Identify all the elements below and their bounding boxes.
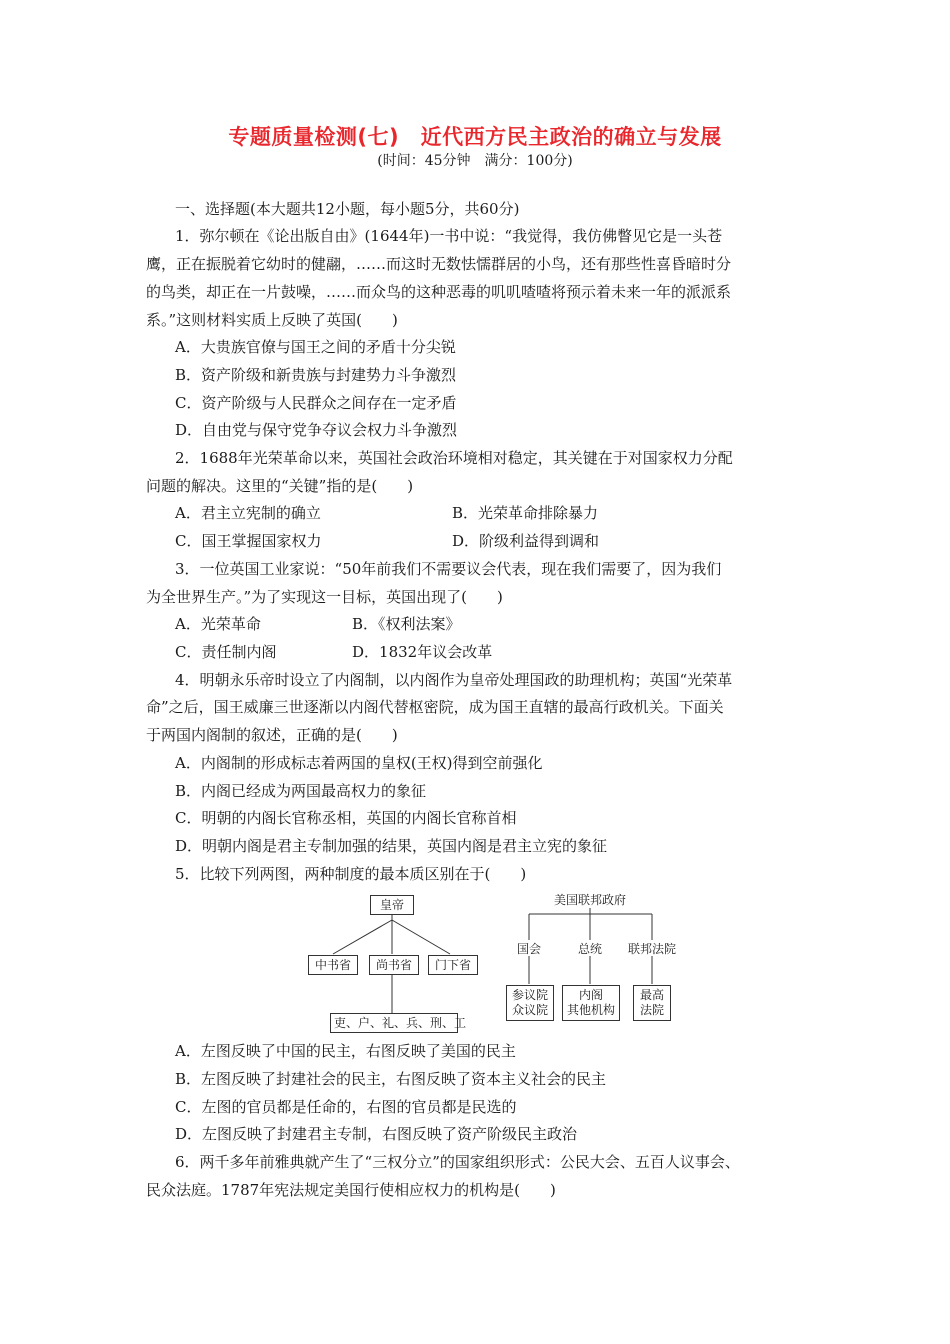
question-2-option-c: C．国王掌握国家权力 — [175, 532, 322, 550]
question-3-option-c: C．责任制内阁 — [175, 643, 277, 661]
question-2-option-b: B．光荣革命排除暴力 — [452, 504, 599, 522]
right-node-president: 总统 — [577, 942, 602, 956]
question-5-option-a: A．左图反映了中国的民主，右图反映了美国的民主 — [175, 1042, 516, 1060]
right-node-federal-government: 美国联邦政府 — [553, 893, 626, 907]
question-1-line-4: 系。”这则材料实质上反映了英国( ) — [146, 311, 398, 329]
left-node-menxia: 门下省 — [428, 955, 478, 975]
question-2-line-2: 问题的解决。这里的“关键”指的是( ) — [146, 477, 414, 495]
left-node-six-ministries: 吏、户、礼、兵、刑、工 — [330, 1013, 458, 1033]
question-4-line-3: 于两国内阁制的叙述，正确的是( ) — [146, 726, 398, 744]
question-6-line-2: 民众法庭。1787年宪法规定美国行使相应权力的机构是( ) — [146, 1181, 556, 1199]
supreme-label: 最高 — [639, 988, 664, 1002]
senate-label: 参议院 — [511, 988, 548, 1002]
left-connector-1 — [333, 920, 392, 954]
question-5-option-b: B．左图反映了封建社会的民主，右图反映了资本主义社会的民主 — [175, 1070, 607, 1088]
question-1-option-d: D．自由党与保守党争夺议会权力斗争激烈 — [175, 421, 458, 439]
right-node-cabinet — [562, 985, 620, 1021]
question-5-line-1: 5．比较下列两图，两种制度的最本质区别在于( ) — [175, 865, 527, 883]
question-4-option-b: B．内阁已经成为两国最高权力的象征 — [175, 782, 427, 800]
right-node-congress: 国会 — [516, 942, 541, 956]
question-1-option-b: B．资产阶级和新贵族与封建势力斗争激烈 — [175, 366, 457, 384]
question-4-line-2: 命”之后，国王威廉三世逐渐以内阁代替枢密院，成为国王直辖的最高行政机关。下面关 — [146, 698, 724, 716]
question-3-option-d: D．1832年议会改革 — [352, 643, 493, 661]
question-3-line-1: 3．一位英国工业家说：“50年前我们不需要议会代表，现在我们需要了，因为我们 — [175, 560, 722, 578]
section-heading: 一、选择题(本大题共12小题，每小题5分，共60分) — [175, 200, 520, 218]
other-agencies-label: 其他机构 — [566, 1003, 615, 1017]
court-label: 法院 — [639, 1003, 664, 1017]
right-node-supreme-court — [633, 985, 671, 1021]
question-2-option-a: A．君主立宪制的确立 — [175, 504, 321, 522]
question-4-option-a: A．内阁制的形成标志着两国的皇权(王权)得到空前强化 — [175, 754, 543, 772]
question-4-line-1: 4．明朝永乐帝时设立了内阁制，以内阁作为皇帝处理国政的助理机构；英国“光荣革 — [175, 671, 733, 689]
question-2-option-d: D．阶级利益得到调和 — [452, 532, 600, 550]
left-node-shangshu: 尚书省 — [369, 955, 419, 975]
page-subtitle: (时间：45分钟 满分：100分) — [377, 153, 573, 169]
question-5-option-c: C．左图的官员都是任命的，右图的官员都是民选的 — [175, 1098, 517, 1116]
question-1-option-a: A．大贵族官僚与国王之间的矛盾十分尖锐 — [175, 338, 456, 356]
left-connector-3 — [392, 920, 450, 954]
right-node-houses — [506, 985, 554, 1021]
question-2-line-1: 2．1688年光荣革命以来，英国社会政治环境相对稳定，其关键在于对国家权力分配 — [175, 449, 733, 467]
left-node-emperor: 皇帝 — [370, 895, 414, 915]
question-4-option-c: C．明朝的内阁长官称丞相，英国的内阁长官称首相 — [175, 809, 517, 827]
right-node-federal-court: 联邦法院 — [627, 942, 676, 956]
question-3-line-2: 为全世界生产。”为了实现这一目标，英国出现了( ) — [146, 588, 503, 606]
page-title: 专题质量检测(七) 近代西方民主政治的确立与发展 — [228, 125, 722, 149]
question-1-line-3: 的鸟类，却正在一片鼓噪，……而众鸟的这种恶毒的叽叽喳喳将预示着未来一年的派派系 — [146, 283, 732, 301]
question-3-option-a: A．光荣革命 — [175, 615, 261, 633]
left-node-zhongshu: 中书省 — [308, 955, 358, 975]
question-6-line-1: 6．两千多年前雅典就产生了“三权分立”的国家组织形式：公民大会、五百人议事会、 — [175, 1153, 740, 1171]
question-4-option-d: D．明朝内阁是君主专制加强的结果，英国内阁是君主立宪的象征 — [175, 837, 608, 855]
question-5-option-d: D．左图反映了封建君主专制，右图反映了资产阶级民主政治 — [175, 1125, 578, 1143]
question-3-option-b: B．《权利法案》 — [352, 615, 461, 633]
question-1-line-2: 鹰，正在振脱着它幼时的健翮，……而这时无数怯懦群居的小鸟，还有那些性喜昏暗时分 — [146, 255, 732, 273]
house-label: 众议院 — [511, 1003, 548, 1017]
cabinet-label: 内阁 — [578, 988, 603, 1002]
comparison-diagram — [300, 888, 700, 1038]
question-1-line-1: 1．弥尔顿在《论出版自由》(1644年)一书中说：“我觉得，我仿佛瞥见它是一头苍 — [175, 227, 723, 245]
question-1-option-c: C．资产阶级与人民群众之间存在一定矛盾 — [175, 394, 457, 412]
